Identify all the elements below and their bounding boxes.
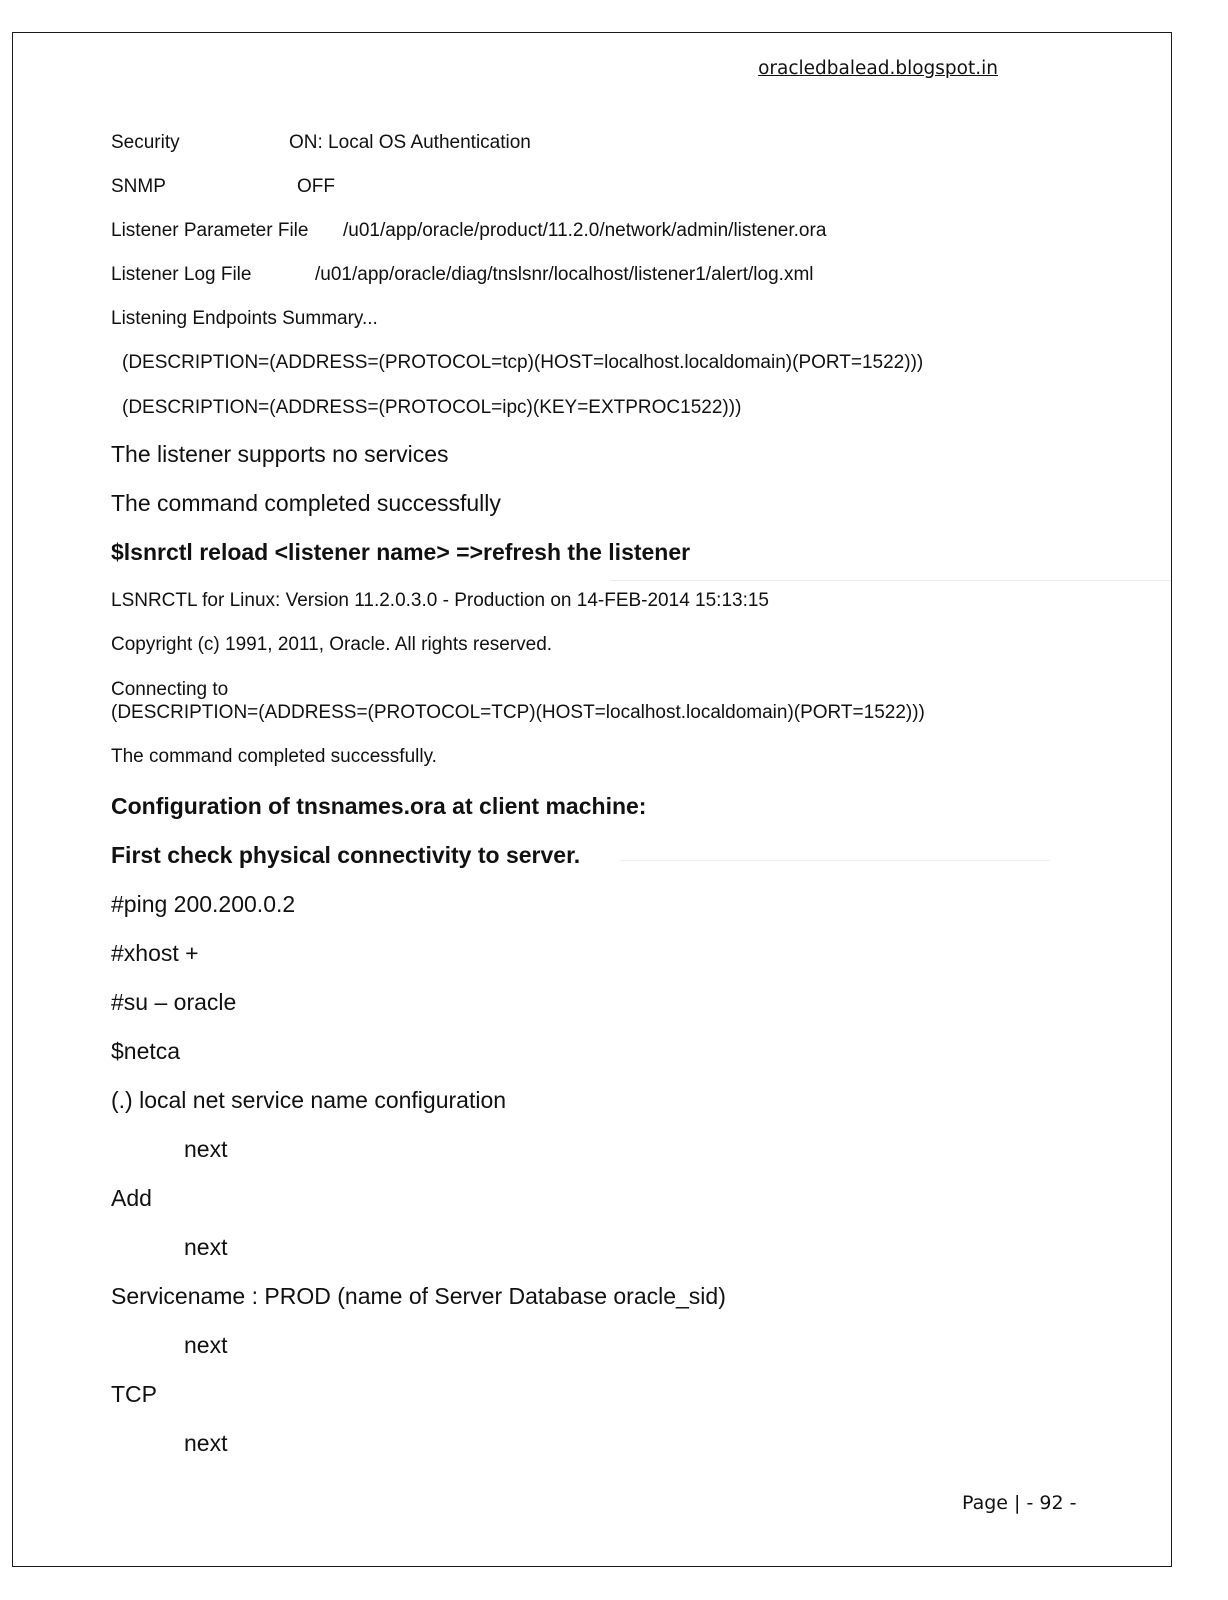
su-oracle-command: #su – oracle	[111, 989, 237, 1015]
endpoint-ipc: (DESCRIPTION=(ADDRESS=(PROTOCOL=ipc)(KEY=EXTPROC1522)))	[122, 397, 742, 418]
tcp-option: TCP	[111, 1381, 157, 1407]
next-step-2: next	[184, 1234, 228, 1260]
param-file-label: Listener Parameter File	[111, 220, 309, 241]
endpoints-summary: Listening Endpoints Summary...	[111, 308, 378, 329]
log-file-label: Listener Log File	[111, 264, 252, 285]
snmp-label: SNMP	[111, 176, 166, 197]
next-step-4: next	[184, 1430, 228, 1456]
next-step-1: next	[184, 1136, 228, 1162]
security-label: Security	[111, 132, 180, 153]
endpoint-tcp: (DESCRIPTION=(ADDRESS=(PROTOCOL=tcp)(HOST=localhost.localdomain)(PORT=1522)))	[122, 352, 924, 373]
reload-command-heading: $lsnrctl reload <listener name> =>refresh the listener	[111, 539, 691, 565]
local-net-option: (.) local net service name configuration	[111, 1087, 507, 1113]
connecting-to-text: Connecting to	[111, 679, 229, 700]
no-services-text: The listener supports no services	[111, 441, 449, 467]
command-completed-dot-text: The command completed successfully.	[111, 746, 437, 767]
blog-url-link[interactable]: oracledbalead.blogspot.in	[758, 58, 998, 79]
connecting-description: (DESCRIPTION=(ADDRESS=(PROTOCOL=TCP)(HOST=localhost.localdomain)(PORT=1522)))	[111, 702, 925, 723]
log-file-value: /u01/app/oracle/diag/tnslsnr/localhost/listener1/alert/log.xml	[315, 264, 814, 285]
lsnrctl-version-text: LSNRCTL for Linux: Version 11.2.0.3.0 - Production on 14-FEB-2014 15:13:15	[111, 590, 769, 611]
security-value: ON: Local OS Authentication	[289, 132, 531, 153]
next-step-3: next	[184, 1332, 228, 1358]
ping-command: #ping 200.200.0.2	[111, 891, 296, 917]
add-option: Add	[111, 1185, 152, 1211]
page-number: Page | - 92 -	[962, 1492, 1077, 1514]
servicename-text: Servicename : PROD (name of Server Database oracle_sid)	[111, 1283, 726, 1309]
netca-command: $netca	[111, 1038, 181, 1064]
snmp-value: OFF	[297, 176, 335, 197]
xhost-command: #xhost +	[111, 940, 199, 966]
first-check-heading: First check physical connectivity to server.	[111, 842, 581, 868]
config-heading: Configuration of tnsnames.ora at client machine:	[111, 793, 647, 819]
copyright-text: Copyright (c) 1991, 2011, Oracle. All rights reserved.	[111, 634, 553, 655]
param-file-value: /u01/app/oracle/product/11.2.0/network/admin/listener.ora	[343, 220, 827, 241]
command-completed-text: The command completed successfully	[111, 490, 501, 516]
